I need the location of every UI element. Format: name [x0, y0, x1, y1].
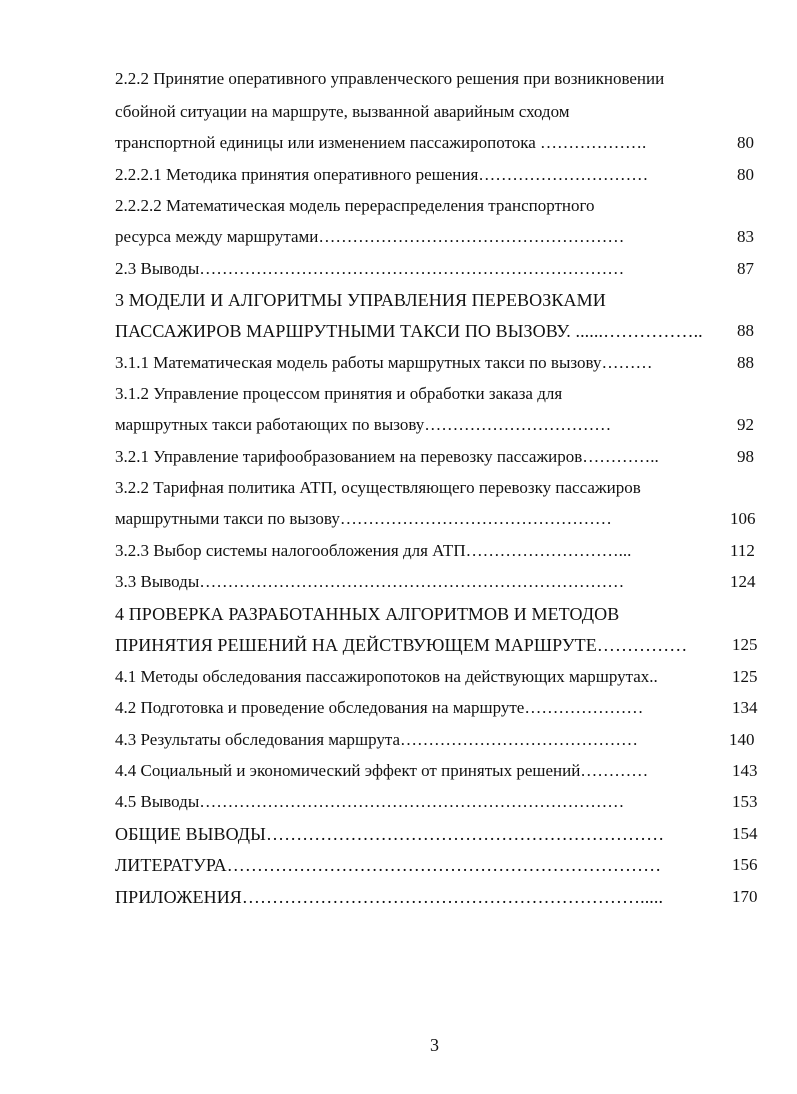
toc-page-number: 80	[737, 165, 754, 184]
toc-chapter-heading: 4 ПРОВЕРКА РАЗРАБОТАННЫХ АЛГОРИТМОВ И МЕТОДОВ	[115, 604, 620, 624]
toc-page-number: 92	[737, 415, 754, 434]
toc-page-number: 153	[732, 792, 758, 811]
toc-page-number: 98	[737, 447, 754, 466]
toc-line: ЛИТЕРАТУРА………………………………………………………………	[115, 855, 662, 875]
toc-chapter-heading: 3 МОДЕЛИ И АЛГОРИТМЫ УПРАВЛЕНИЯ ПЕРЕВОЗКАМИ	[115, 290, 606, 310]
toc-page-number: 170	[732, 887, 758, 906]
toc-line: транспортной единицы или изменением пассажиропотока ……………….	[115, 133, 647, 152]
toc-line: 4.1 Методы обследования пассажиропотоков на действующих маршрутах..	[115, 667, 658, 686]
toc-page-number: 88	[737, 321, 754, 340]
toc-line: 2.3 Выводы…………………………………………………………………	[115, 259, 625, 278]
toc-page-number: 154	[732, 824, 758, 843]
toc-page-number: 88	[737, 353, 754, 372]
toc-line: маршрутных такси работающих по вызову……………………………	[115, 415, 612, 434]
toc-line: 2.2.2 Принятие оперативного управленческого решения при возникновении	[115, 69, 665, 88]
toc-chapter-heading: ПРИНЯТИЯ РЕШЕНИЙ НА ДЕЙСТВУЮЩЕМ МАРШРУТЕ……………	[115, 635, 688, 655]
toc-line: 3.3 Выводы…………………………………………………………………	[115, 572, 625, 591]
toc-line: ОБЩИЕ ВЫВОДЫ…………………………………………………………	[115, 824, 665, 844]
toc-line: сбойной ситуации на маршруте, вызванной аварийным сходом	[115, 102, 570, 121]
toc-line: 3.2.3 Выбор системы налогообложения для АТП………………………...	[115, 541, 632, 560]
toc-page-number: 87	[737, 259, 754, 278]
toc-page-number: 112	[730, 541, 755, 560]
toc-line: 2.2.2.2 Математическая модель перераспределения транспортного	[115, 196, 595, 215]
toc-page-number: 134	[732, 698, 758, 717]
toc-page-number: 125	[732, 667, 758, 686]
toc-line: ПРИЛОЖЕНИЯ………………………………………………………….....	[115, 887, 664, 907]
toc-page-number: 83	[737, 227, 754, 246]
toc-line: 3.1.2 Управление процессом принятия и обработки заказа для	[115, 384, 563, 403]
toc-line: 4.2 Подготовка и проведение обследования на маршруте…………………	[115, 698, 644, 717]
toc-page-number: 80	[737, 133, 754, 152]
toc-chapter-heading: ПАССАЖИРОВ МАРШРУТНЫМИ ТАКСИ ПО ВЫЗОВУ. ......……………..	[115, 321, 703, 341]
toc-line: 3.2.1 Управление тарифообразованием на перевозку пассажиров…………..	[115, 447, 659, 466]
toc-line: 2.2.2.1 Методика принятия оперативного решения…………………………	[115, 165, 649, 184]
toc-line: 4.5 Выводы…………………………………………………………………	[115, 792, 625, 811]
toc-line: 3.2.2 Тарифная политика АТП, осуществляющего перевозку пассажиров	[115, 478, 641, 497]
toc-page-number: 156	[732, 855, 758, 874]
toc-page-number: 143	[732, 761, 758, 780]
toc-line: маршрутными такси по вызову…………………………………………	[115, 509, 612, 528]
toc-line: ресурса между маршрутами………………………………………………	[115, 227, 625, 246]
toc-page-number: 140	[729, 730, 755, 749]
toc-line: 4.4 Социальный и экономический эффект от принятых решений…………	[115, 761, 649, 780]
toc-page-number: 125	[732, 635, 758, 654]
page-number: 3	[430, 1035, 439, 1055]
toc-line: 3.1.1 Математическая модель работы маршрутных такси по вызову………	[115, 353, 653, 372]
toc-page-number: 124	[730, 572, 756, 591]
toc-page-number: 106	[730, 509, 756, 528]
toc-line: 4.3 Результаты обследования маршрута……………………………………	[115, 730, 639, 749]
